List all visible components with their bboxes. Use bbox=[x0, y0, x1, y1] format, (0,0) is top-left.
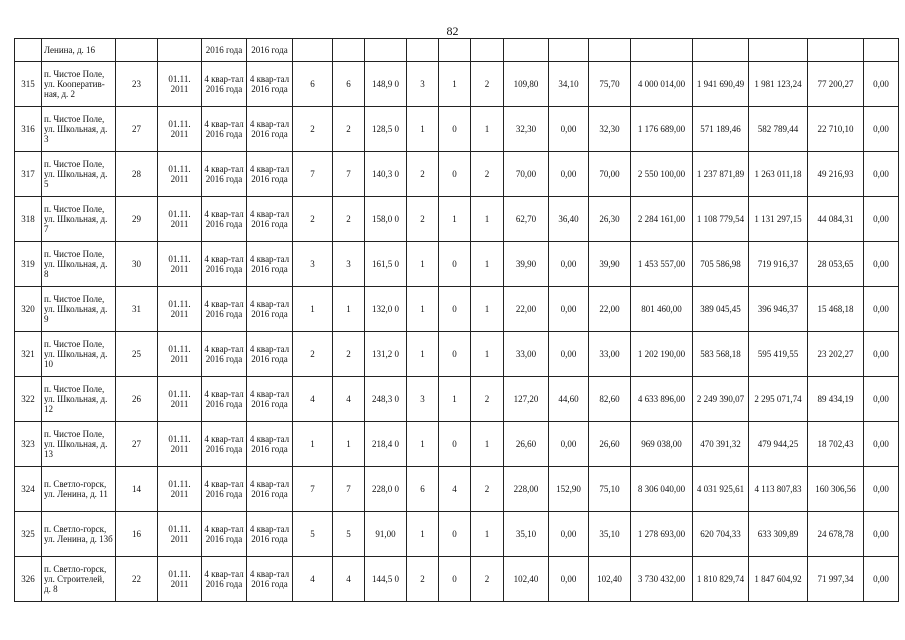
value-cell: 36,40 bbox=[549, 197, 589, 242]
sum-cell: 18 702,43 bbox=[808, 422, 864, 467]
quarter-cell: 4 квар-тал 2016 года bbox=[202, 242, 247, 287]
value-cell: 109,80 bbox=[504, 62, 549, 107]
area-cell: 128,5 0 bbox=[365, 107, 407, 152]
value-cell: 0 bbox=[439, 332, 471, 377]
cell bbox=[864, 39, 899, 62]
quarter-cell: 4 квар-тал 2016 года bbox=[247, 512, 293, 557]
value-cell: 0,00 bbox=[549, 557, 589, 602]
value-cell: 27 bbox=[116, 107, 158, 152]
value-cell: 2 bbox=[293, 332, 333, 377]
cell bbox=[365, 39, 407, 62]
value-cell: 2 bbox=[333, 107, 365, 152]
sum-cell: 1 278 693,00 bbox=[631, 512, 693, 557]
row-number-cell: 323 bbox=[15, 422, 42, 467]
value-cell: 26 bbox=[116, 377, 158, 422]
value-cell: 2 bbox=[293, 107, 333, 152]
cell bbox=[158, 39, 202, 62]
value-cell: 62,70 bbox=[504, 197, 549, 242]
area-cell: 131,2 0 bbox=[365, 332, 407, 377]
value-cell: 82,60 bbox=[589, 377, 631, 422]
sum-cell: 160 306,56 bbox=[808, 467, 864, 512]
sum-cell: 23 202,27 bbox=[808, 332, 864, 377]
value-cell: 7 bbox=[293, 152, 333, 197]
sum-cell: 1 981 123,24 bbox=[749, 62, 808, 107]
table-row bbox=[15, 287, 899, 332]
value-cell: 0 bbox=[439, 287, 471, 332]
value-cell: 2 bbox=[333, 332, 365, 377]
sum-cell: 2 284 161,00 bbox=[631, 197, 693, 242]
value-cell: 34,10 bbox=[549, 62, 589, 107]
value-cell: 2 bbox=[407, 197, 439, 242]
value-cell: 1 bbox=[407, 242, 439, 287]
date-cell: 01.11. 2011 bbox=[158, 62, 202, 107]
sum-cell: 705 586,98 bbox=[693, 242, 749, 287]
sum-cell: 22 710,10 bbox=[808, 107, 864, 152]
value-cell: 32,30 bbox=[504, 107, 549, 152]
address-cell: п. Чистое Поле, ул. Школьная, д. 8 bbox=[42, 242, 116, 287]
value-cell: 1 bbox=[407, 512, 439, 557]
value-cell: 127,20 bbox=[504, 377, 549, 422]
sum-cell: 396 946,37 bbox=[749, 287, 808, 332]
value-cell: 28 bbox=[116, 152, 158, 197]
quarter-cell: 4 квар-тал 2016 года bbox=[202, 332, 247, 377]
sum-cell: 1 176 689,00 bbox=[631, 107, 693, 152]
sum-cell: 0,00 bbox=[864, 287, 899, 332]
value-cell: 26,30 bbox=[589, 197, 631, 242]
sum-cell: 77 200,27 bbox=[808, 62, 864, 107]
sum-cell: 0,00 bbox=[864, 467, 899, 512]
area-cell: 158,0 0 bbox=[365, 197, 407, 242]
sum-cell: 801 460,00 bbox=[631, 287, 693, 332]
table-row bbox=[15, 512, 899, 557]
value-cell: 2 bbox=[471, 152, 504, 197]
row-number-cell: 317 bbox=[15, 152, 42, 197]
cell bbox=[693, 39, 749, 62]
sum-cell: 0,00 bbox=[864, 197, 899, 242]
row-number-cell: 321 bbox=[15, 332, 42, 377]
value-cell: 3 bbox=[407, 62, 439, 107]
sum-cell: 0,00 bbox=[864, 62, 899, 107]
value-cell: 1 bbox=[439, 197, 471, 242]
table-row bbox=[15, 107, 899, 152]
area-cell: 148,9 0 bbox=[365, 62, 407, 107]
sum-cell: 4 113 807,83 bbox=[749, 467, 808, 512]
value-cell: 25 bbox=[116, 332, 158, 377]
sum-cell: 4 031 925,61 bbox=[693, 467, 749, 512]
cell bbox=[116, 39, 158, 62]
table-row bbox=[15, 467, 899, 512]
quarter-cell: 2016 года bbox=[202, 39, 247, 62]
address-cell: Ленина, д. 16 bbox=[42, 39, 116, 62]
value-cell: 22,00 bbox=[504, 287, 549, 332]
area-cell: 248,3 0 bbox=[365, 377, 407, 422]
sum-cell: 0,00 bbox=[864, 557, 899, 602]
sum-cell: 1 131 297,15 bbox=[749, 197, 808, 242]
row-number-cell: 320 bbox=[15, 287, 42, 332]
value-cell: 152,90 bbox=[549, 467, 589, 512]
value-cell: 31 bbox=[116, 287, 158, 332]
row-number-cell: 326 bbox=[15, 557, 42, 602]
value-cell: 0 bbox=[439, 152, 471, 197]
value-cell: 4 bbox=[333, 377, 365, 422]
value-cell: 6 bbox=[407, 467, 439, 512]
sum-cell: 470 391,32 bbox=[693, 422, 749, 467]
sum-cell: 1 108 779,54 bbox=[693, 197, 749, 242]
table-row bbox=[15, 62, 899, 107]
value-cell: 1 bbox=[471, 287, 504, 332]
value-cell: 33,00 bbox=[504, 332, 549, 377]
value-cell: 0,00 bbox=[549, 287, 589, 332]
sum-cell: 1 202 190,00 bbox=[631, 332, 693, 377]
date-cell: 01.11. 2011 bbox=[158, 422, 202, 467]
address-cell: п. Чистое Поле, ул. Школьная, д. 9 bbox=[42, 287, 116, 332]
value-cell: 3 bbox=[407, 377, 439, 422]
value-cell: 2 bbox=[471, 467, 504, 512]
value-cell: 1 bbox=[407, 422, 439, 467]
value-cell: 7 bbox=[333, 467, 365, 512]
quarter-cell: 4 квар-тал 2016 года bbox=[247, 422, 293, 467]
sum-cell: 633 309,89 bbox=[749, 512, 808, 557]
value-cell: 26,60 bbox=[589, 422, 631, 467]
date-cell: 01.11. 2011 bbox=[158, 467, 202, 512]
quarter-cell: 4 квар-тал 2016 года bbox=[202, 422, 247, 467]
value-cell: 228,00 bbox=[504, 467, 549, 512]
value-cell: 32,30 bbox=[589, 107, 631, 152]
area-cell: 140,3 0 bbox=[365, 152, 407, 197]
row-number-cell: 322 bbox=[15, 377, 42, 422]
value-cell: 6 bbox=[333, 62, 365, 107]
quarter-cell: 4 квар-тал 2016 года bbox=[247, 557, 293, 602]
sum-cell: 1 941 690,49 bbox=[693, 62, 749, 107]
cell bbox=[333, 39, 365, 62]
quarter-cell: 4 квар-тал 2016 года bbox=[202, 557, 247, 602]
value-cell: 22,00 bbox=[589, 287, 631, 332]
address-cell: п. Светло-горск, ул. Ленина, д. 11 bbox=[42, 467, 116, 512]
sum-cell: 571 189,46 bbox=[693, 107, 749, 152]
address-cell: п. Чистое Поле, ул. Школьная, д. 7 bbox=[42, 197, 116, 242]
value-cell: 1 bbox=[471, 242, 504, 287]
area-cell: 228,0 0 bbox=[365, 467, 407, 512]
date-cell: 01.11. 2011 bbox=[158, 242, 202, 287]
sum-cell: 4 000 014,00 bbox=[631, 62, 693, 107]
value-cell: 102,40 bbox=[589, 557, 631, 602]
address-cell: п. Чистое Поле, ул. Школьная, д. 12 bbox=[42, 377, 116, 422]
sum-cell: 0,00 bbox=[864, 152, 899, 197]
value-cell: 0,00 bbox=[549, 107, 589, 152]
value-cell: 4 bbox=[439, 467, 471, 512]
sum-cell: 71 997,34 bbox=[808, 557, 864, 602]
date-cell: 01.11. 2011 bbox=[158, 107, 202, 152]
quarter-cell: 4 квар-тал 2016 года bbox=[202, 62, 247, 107]
value-cell: 0 bbox=[439, 512, 471, 557]
value-cell: 7 bbox=[293, 467, 333, 512]
value-cell: 1 bbox=[471, 422, 504, 467]
value-cell: 0 bbox=[439, 422, 471, 467]
value-cell: 29 bbox=[116, 197, 158, 242]
cell bbox=[293, 39, 333, 62]
sum-cell: 44 084,31 bbox=[808, 197, 864, 242]
value-cell: 3 bbox=[333, 242, 365, 287]
value-cell: 1 bbox=[293, 422, 333, 467]
sum-cell: 4 633 896,00 bbox=[631, 377, 693, 422]
value-cell: 1 bbox=[471, 107, 504, 152]
cell bbox=[407, 39, 439, 62]
area-cell: 132,0 0 bbox=[365, 287, 407, 332]
date-cell: 01.11. 2011 bbox=[158, 512, 202, 557]
value-cell: 75,10 bbox=[589, 467, 631, 512]
sum-cell: 8 306 040,00 bbox=[631, 467, 693, 512]
area-cell: 161,5 0 bbox=[365, 242, 407, 287]
date-cell: 01.11. 2011 bbox=[158, 557, 202, 602]
row-number-cell: 324 bbox=[15, 467, 42, 512]
sum-cell: 2 249 390,07 bbox=[693, 377, 749, 422]
date-cell: 01.11. 2011 bbox=[158, 287, 202, 332]
value-cell: 0 bbox=[439, 107, 471, 152]
value-cell: 0,00 bbox=[549, 512, 589, 557]
value-cell: 1 bbox=[407, 107, 439, 152]
sum-cell: 620 704,33 bbox=[693, 512, 749, 557]
page-number: 82 bbox=[446, 24, 459, 38]
value-cell: 4 bbox=[293, 377, 333, 422]
sum-cell: 595 419,55 bbox=[749, 332, 808, 377]
value-cell: 1 bbox=[333, 422, 365, 467]
value-cell: 27 bbox=[116, 422, 158, 467]
value-cell: 1 bbox=[407, 287, 439, 332]
cell bbox=[589, 39, 631, 62]
date-cell: 01.11. 2011 bbox=[158, 152, 202, 197]
value-cell: 3 bbox=[293, 242, 333, 287]
quarter-cell: 4 квар-тал 2016 года bbox=[247, 197, 293, 242]
quarter-cell: 2016 года bbox=[247, 39, 293, 62]
value-cell: 30 bbox=[116, 242, 158, 287]
housing-register-table bbox=[14, 38, 899, 602]
value-cell: 7 bbox=[333, 152, 365, 197]
value-cell: 0,00 bbox=[549, 422, 589, 467]
value-cell: 26,60 bbox=[504, 422, 549, 467]
table-row bbox=[15, 377, 899, 422]
area-cell: 144,5 0 bbox=[365, 557, 407, 602]
sum-cell: 0,00 bbox=[864, 377, 899, 422]
row-number-cell: 319 bbox=[15, 242, 42, 287]
row-number-cell: 315 bbox=[15, 62, 42, 107]
quarter-cell: 4 квар-тал 2016 года bbox=[247, 467, 293, 512]
cell bbox=[15, 39, 42, 62]
value-cell: 39,90 bbox=[589, 242, 631, 287]
table-row bbox=[15, 152, 899, 197]
value-cell: 23 bbox=[116, 62, 158, 107]
sum-cell: 969 038,00 bbox=[631, 422, 693, 467]
sum-cell: 2 550 100,00 bbox=[631, 152, 693, 197]
sum-cell: 1 263 011,18 bbox=[749, 152, 808, 197]
quarter-cell: 4 квар-тал 2016 года bbox=[202, 287, 247, 332]
value-cell: 2 bbox=[407, 152, 439, 197]
value-cell: 75,70 bbox=[589, 62, 631, 107]
quarter-cell: 4 квар-тал 2016 года bbox=[202, 107, 247, 152]
cell bbox=[631, 39, 693, 62]
sum-cell: 28 053,65 bbox=[808, 242, 864, 287]
value-cell: 16 bbox=[116, 512, 158, 557]
value-cell: 4 bbox=[293, 557, 333, 602]
sum-cell: 15 468,18 bbox=[808, 287, 864, 332]
date-cell: 01.11. 2011 bbox=[158, 377, 202, 422]
quarter-cell: 4 квар-тал 2016 года bbox=[247, 242, 293, 287]
date-cell: 01.11. 2011 bbox=[158, 197, 202, 242]
value-cell: 35,10 bbox=[589, 512, 631, 557]
sum-cell: 2 295 071,74 bbox=[749, 377, 808, 422]
sum-cell: 583 568,18 bbox=[693, 332, 749, 377]
quarter-cell: 4 квар-тал 2016 года bbox=[202, 152, 247, 197]
quarter-cell: 4 квар-тал 2016 года bbox=[247, 377, 293, 422]
sum-cell: 0,00 bbox=[864, 107, 899, 152]
cell bbox=[471, 39, 504, 62]
value-cell: 14 bbox=[116, 467, 158, 512]
sum-cell: 389 045,45 bbox=[693, 287, 749, 332]
address-cell: п. Светло-горск, ул. Строителей, д. 8 bbox=[42, 557, 116, 602]
table-row bbox=[15, 242, 899, 287]
value-cell: 1 bbox=[407, 332, 439, 377]
quarter-cell: 4 квар-тал 2016 года bbox=[247, 287, 293, 332]
address-cell: п. Светло-горск, ул. Ленина, д. 13б bbox=[42, 512, 116, 557]
address-cell: п. Чистое Поле, ул. Кооператив-ная, д. 2 bbox=[42, 62, 116, 107]
continuation-row bbox=[15, 39, 899, 62]
sum-cell: 479 944,25 bbox=[749, 422, 808, 467]
date-cell: 01.11. 2011 bbox=[158, 332, 202, 377]
quarter-cell: 4 квар-тал 2016 года bbox=[202, 512, 247, 557]
value-cell: 1 bbox=[471, 332, 504, 377]
sum-cell: 24 678,78 bbox=[808, 512, 864, 557]
quarter-cell: 4 квар-тал 2016 года bbox=[202, 197, 247, 242]
address-cell: п. Чистое Поле, ул. Школьная, д. 13 bbox=[42, 422, 116, 467]
value-cell: 1 bbox=[471, 512, 504, 557]
value-cell: 0,00 bbox=[549, 242, 589, 287]
row-number-cell: 325 bbox=[15, 512, 42, 557]
value-cell: 1 bbox=[293, 287, 333, 332]
table-row bbox=[15, 332, 899, 377]
quarter-cell: 4 квар-тал 2016 года bbox=[247, 62, 293, 107]
value-cell: 0,00 bbox=[549, 152, 589, 197]
value-cell: 44,60 bbox=[549, 377, 589, 422]
sum-cell: 0,00 bbox=[864, 242, 899, 287]
cell bbox=[549, 39, 589, 62]
cell bbox=[439, 39, 471, 62]
sum-cell: 719 916,37 bbox=[749, 242, 808, 287]
table-row bbox=[15, 422, 899, 467]
value-cell: 0,00 bbox=[549, 332, 589, 377]
value-cell: 1 bbox=[439, 62, 471, 107]
sum-cell: 1 810 829,74 bbox=[693, 557, 749, 602]
value-cell: 35,10 bbox=[504, 512, 549, 557]
quarter-cell: 4 квар-тал 2016 года bbox=[202, 377, 247, 422]
sum-cell: 49 216,93 bbox=[808, 152, 864, 197]
quarter-cell: 4 квар-тал 2016 года bbox=[247, 152, 293, 197]
quarter-cell: 4 квар-тал 2016 года bbox=[247, 332, 293, 377]
row-number-cell: 316 bbox=[15, 107, 42, 152]
value-cell: 2 bbox=[407, 557, 439, 602]
value-cell: 39,90 bbox=[504, 242, 549, 287]
sum-cell: 3 730 432,00 bbox=[631, 557, 693, 602]
value-cell: 2 bbox=[293, 197, 333, 242]
value-cell: 2 bbox=[471, 557, 504, 602]
value-cell: 4 bbox=[333, 557, 365, 602]
address-cell: п. Чистое Поле, ул. Школьная, д. 3 bbox=[42, 107, 116, 152]
value-cell: 2 bbox=[333, 197, 365, 242]
cell bbox=[504, 39, 549, 62]
area-cell: 91,00 bbox=[365, 512, 407, 557]
sum-cell: 1 237 871,89 bbox=[693, 152, 749, 197]
table-row bbox=[15, 197, 899, 242]
area-cell: 218,4 0 bbox=[365, 422, 407, 467]
value-cell: 6 bbox=[293, 62, 333, 107]
value-cell: 2 bbox=[471, 377, 504, 422]
sum-cell: 1 453 557,00 bbox=[631, 242, 693, 287]
value-cell: 70,00 bbox=[504, 152, 549, 197]
value-cell: 1 bbox=[333, 287, 365, 332]
address-cell: п. Чистое Поле, ул. Школьная, д. 5 bbox=[42, 152, 116, 197]
cell bbox=[808, 39, 864, 62]
table-body bbox=[15, 39, 899, 602]
address-cell: п. Чистое Поле, ул. Школьная, д. 10 bbox=[42, 332, 116, 377]
value-cell: 2 bbox=[471, 62, 504, 107]
row-number-cell: 318 bbox=[15, 197, 42, 242]
value-cell: 5 bbox=[333, 512, 365, 557]
quarter-cell: 4 квар-тал 2016 года bbox=[202, 467, 247, 512]
value-cell: 70,00 bbox=[589, 152, 631, 197]
cell bbox=[749, 39, 808, 62]
value-cell: 5 bbox=[293, 512, 333, 557]
value-cell: 102,40 bbox=[504, 557, 549, 602]
value-cell: 22 bbox=[116, 557, 158, 602]
value-cell: 1 bbox=[471, 197, 504, 242]
value-cell: 1 bbox=[439, 377, 471, 422]
value-cell: 0 bbox=[439, 242, 471, 287]
sum-cell: 0,00 bbox=[864, 422, 899, 467]
sum-cell: 582 789,44 bbox=[749, 107, 808, 152]
value-cell: 0 bbox=[439, 557, 471, 602]
sum-cell: 1 847 604,92 bbox=[749, 557, 808, 602]
sum-cell: 89 434,19 bbox=[808, 377, 864, 422]
sum-cell: 0,00 bbox=[864, 512, 899, 557]
value-cell: 33,00 bbox=[589, 332, 631, 377]
sum-cell: 0,00 bbox=[864, 332, 899, 377]
table-row bbox=[15, 557, 899, 602]
quarter-cell: 4 квар-тал 2016 года bbox=[247, 107, 293, 152]
